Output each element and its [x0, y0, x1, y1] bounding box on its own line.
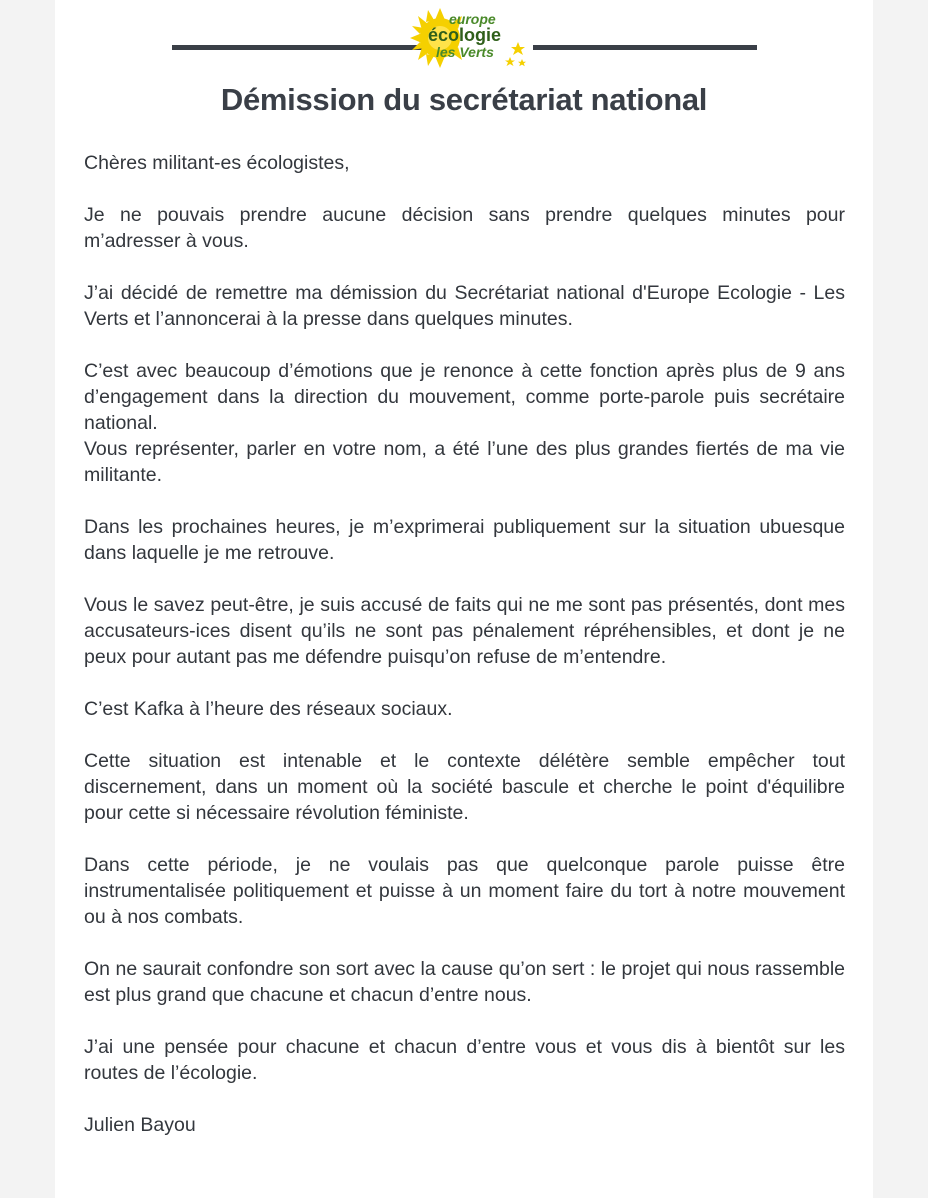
document-page [55, 0, 873, 1198]
logo-line-les-verts: les Verts [436, 44, 494, 60]
paragraph: Vous le savez peut-être, je suis accusé de faits qui ne me sont pas présentés, dont mes accusateurs-ices disent qu’ils ne sont pas pénalement répréhensibles, et dont je ne peux pour autant pas me défendre puisqu’on refuse de m’entendre. [84, 594, 845, 668]
paragraph: C’est avec beaucoup d’émotions que je renonce à cette fonction après plus de 9 ans d’engagement dans la direction du mouvement, comme porte-parole puis secrétaire national. [84, 360, 845, 434]
paragraph: Cette situation est intenable et le contexte délétère semble empêcher tout discernement, dans un moment où la société bascule et cherche le point d'équilibre pour cette si nécessaire révolution féministe. [84, 750, 845, 824]
paragraph: Je ne pouvais prendre aucune décision sans prendre quelques minutes pour m’adresser à vous. [84, 204, 845, 252]
letter-body [84, 150, 845, 1164]
signature: Julien Bayou [84, 1114, 196, 1136]
letterhead [55, 0, 873, 80]
page-title: Démission du secrétariat national [220, 82, 708, 117]
paragraph: C’est Kafka à l’heure des réseaux sociaux. [84, 698, 453, 720]
logo-line-ecologie: écologie [428, 25, 502, 45]
paragraph: J’ai une pensée pour chacune et chacun d’entre vous et vous dis à bientôt sur les routes de l’écologie. [84, 1036, 845, 1084]
header-rule-right [533, 45, 757, 50]
logo-line-europe: europe [449, 11, 496, 27]
paragraph: Dans cette période, je ne voulais pas que quelconque parole puisse être instrumentalisée politiquement et puisse à un moment faire du tort à notre mouvement ou à nos combats. [84, 854, 845, 928]
paragraph: Dans les prochaines heures, je m’exprimerai publiquement sur la situation ubuesque dans laquelle je me retrouve. [84, 516, 845, 564]
star-icons [505, 42, 526, 66]
eelv-logo [400, 2, 530, 76]
salutation: Chères militant-es écologistes, [84, 152, 350, 174]
paragraph: Vous représenter, parler en votre nom, a été l’une des plus grandes fiertés de ma vie militante. [84, 438, 845, 486]
paragraph: J’ai décidé de remettre ma démission du Secrétariat national d'Europe Ecologie - Les Verts et l’annoncerai à la presse dans quelques minutes. [84, 282, 845, 330]
paragraph: On ne saurait confondre son sort avec la cause qu’on sert : le projet qui nous rassemble est plus grand que chacune et chacun d’entre nous. [84, 958, 845, 1006]
